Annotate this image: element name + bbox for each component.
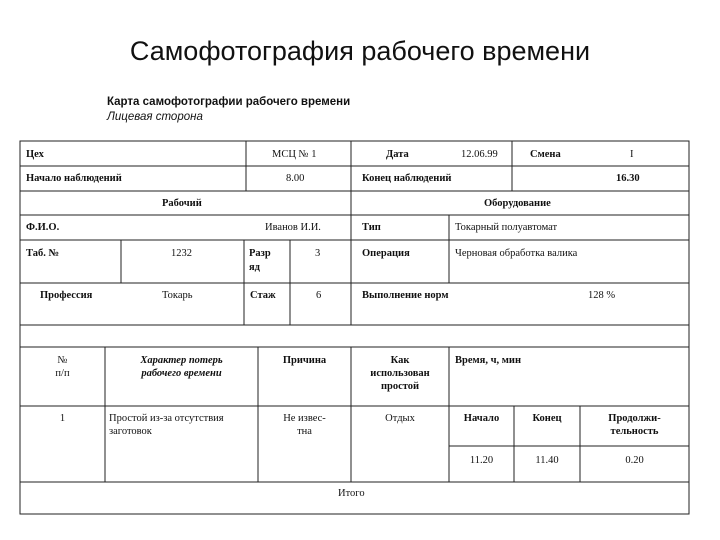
start-value: 8.00 (286, 173, 305, 184)
grade-label-line2: яд (249, 262, 260, 273)
col-num-header (20, 354, 105, 380)
col-start-header: Начало (463, 413, 500, 424)
shift-value: I (630, 149, 634, 160)
shop-label: Цех (26, 149, 44, 160)
page-title: Самофотография рабочего времени (129, 36, 591, 66)
type-label: Тип (362, 222, 381, 233)
operation-label: Операция (362, 248, 410, 259)
row-1-nature (109, 412, 224, 438)
row-1-duration: 0.20 (625, 455, 644, 466)
col-time-header: Время, ч, мин (455, 355, 522, 366)
tab-number-value: 1232 (171, 248, 192, 259)
col-duration-header-line2: тельность (610, 426, 659, 437)
row-1-reason (258, 412, 351, 438)
row-1-reason-line2: тна (297, 426, 312, 437)
profession-value: Токарь (162, 290, 193, 301)
row-1-nature-line1: Простой из-за отсутствия (109, 413, 224, 424)
end-label: Конец наблюдений (362, 173, 452, 184)
norm-value: 128 % (588, 290, 616, 301)
row-1-usage: Отдых (385, 413, 415, 424)
total-label: Итого (338, 488, 365, 499)
type-value: Токарный полуавтомат (455, 222, 558, 233)
col-reason-header: Причина (282, 355, 327, 366)
tab-number-label: Таб. № (26, 248, 60, 259)
col-usage-header-line3: простой (380, 381, 420, 392)
row-1-nature-line2: заготовок (109, 426, 152, 437)
row-1-start: 11.20 (469, 455, 494, 466)
operation-value: Черновая обработка валика (455, 248, 578, 259)
shift-label: Смена (530, 149, 561, 160)
col-duration-header (580, 412, 689, 438)
norm-label: Выполнение норм (362, 290, 449, 301)
date-label: Дата (386, 149, 409, 160)
col-usage-header-line2: использован (370, 368, 430, 379)
card-subtitle: Лицевая сторона (107, 111, 203, 123)
grade-value: 3 (315, 248, 321, 259)
col-duration-header-line1: Продолжи- (608, 413, 661, 424)
equipment-section-label: Оборудование (484, 198, 551, 209)
experience-value: 6 (316, 290, 322, 301)
shop-value: МСЦ № 1 (272, 149, 317, 160)
card-title: Карта самофотографии рабочего времени (107, 96, 351, 108)
col-nature-header-line1: Характер потерь (140, 355, 223, 366)
col-usage-header (351, 354, 449, 393)
profession-label: Профессия (40, 290, 93, 301)
name-label: Ф.И.О. (26, 222, 60, 233)
col-nature-header (105, 354, 258, 380)
row-1-reason-line1: Не извес- (283, 413, 326, 424)
worker-section-label: Рабочий (162, 198, 202, 209)
grade-label-line1: Разр (249, 248, 271, 259)
experience-label: Стаж (250, 290, 276, 301)
end-value: 16.30 (616, 173, 640, 184)
row-1-num: 1 (59, 413, 66, 424)
start-label: Начало наблюдений (26, 173, 122, 184)
col-usage-header-line1: Как (390, 355, 410, 366)
col-num-header-line2: п/п (55, 368, 70, 379)
row-1-end: 11.40 (535, 455, 559, 466)
col-num-header-line1: № (57, 355, 68, 366)
col-nature-header-line2: рабочего времени (141, 368, 222, 379)
name-value: Иванов И.И. (265, 222, 321, 233)
date-value: 12.06.99 (461, 149, 498, 160)
col-end-header: Конец (532, 413, 562, 424)
